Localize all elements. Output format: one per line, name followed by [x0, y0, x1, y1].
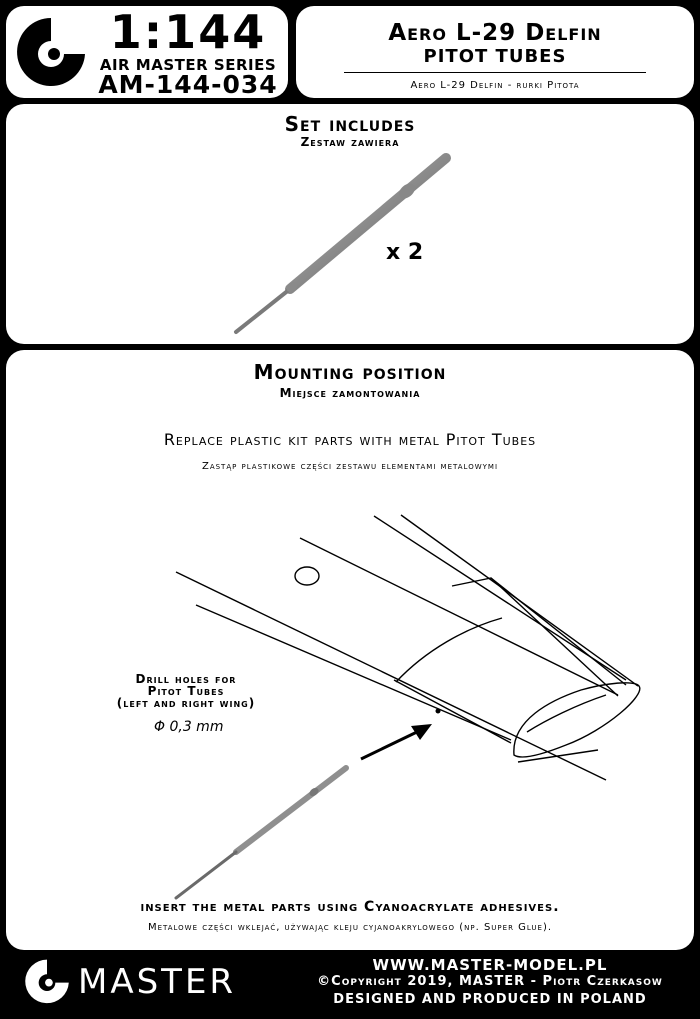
footer-master-logo-icon [22, 957, 72, 1007]
diameter-label: Φ 0,3 mm [154, 719, 224, 735]
drill-holes-label [86, 673, 286, 709]
product-subtitle: PITOT TUBES [423, 46, 567, 67]
drill-line-1: Drill holes for [135, 672, 237, 686]
scale-label: 1:144 [109, 5, 267, 59]
footer [0, 950, 700, 1019]
product-code: AM-144-034 [98, 70, 278, 99]
instruction-text: Replace plastic kit parts with metal Pitot Tubes [163, 430, 537, 449]
header-title-panel [296, 6, 694, 98]
mounting-position-panel [6, 350, 694, 950]
wing-diagram [6, 350, 694, 950]
series-label: AIR MASTER SERIES [99, 56, 277, 74]
arrow-line [361, 731, 419, 759]
set-heading-pl: Zestaw zawiera [300, 135, 400, 149]
mounting-heading: Mounting position [253, 360, 447, 384]
header-scale-panel [6, 6, 288, 98]
mounting-heading-pl: Miejsce zamontowania [279, 386, 421, 400]
footer-website: WWW.MASTER-MODEL.PL [372, 956, 608, 974]
adhesive-text-pl: Metalowe części wklejać, używając kleju cyjanoakrylowego (np. Super Glue). [147, 922, 553, 933]
drill-line-2: Pitot Tubes [147, 684, 225, 698]
quantity-label: x 2 [386, 240, 424, 265]
footer-copyright: ©Copyright 2019, MASTER - Piotr Czerkasow [317, 974, 663, 989]
adhesive-text: insert the metal parts using Cyanoacrylate adhesives. [140, 899, 560, 915]
footer-designed: DESIGNED AND PRODUCED IN POLAND [333, 992, 647, 1007]
product-title: Aero L-29 Delfin [388, 20, 602, 46]
instruction-text-pl: Zastąp plastikowe części zestawu elementami metalowymi [201, 461, 499, 472]
pitot-tube-part-icon [6, 104, 694, 344]
footer-brand: MASTER [78, 962, 237, 1002]
drill-line-3: (left and right wing) [116, 696, 256, 710]
product-title-pl: Aero L-29 Delfin - rurki Pitota [410, 80, 580, 91]
set-includes-panel [6, 104, 694, 344]
header-divider [344, 72, 646, 73]
master-logo-icon [14, 14, 88, 92]
set-heading: Set includes [284, 112, 416, 136]
